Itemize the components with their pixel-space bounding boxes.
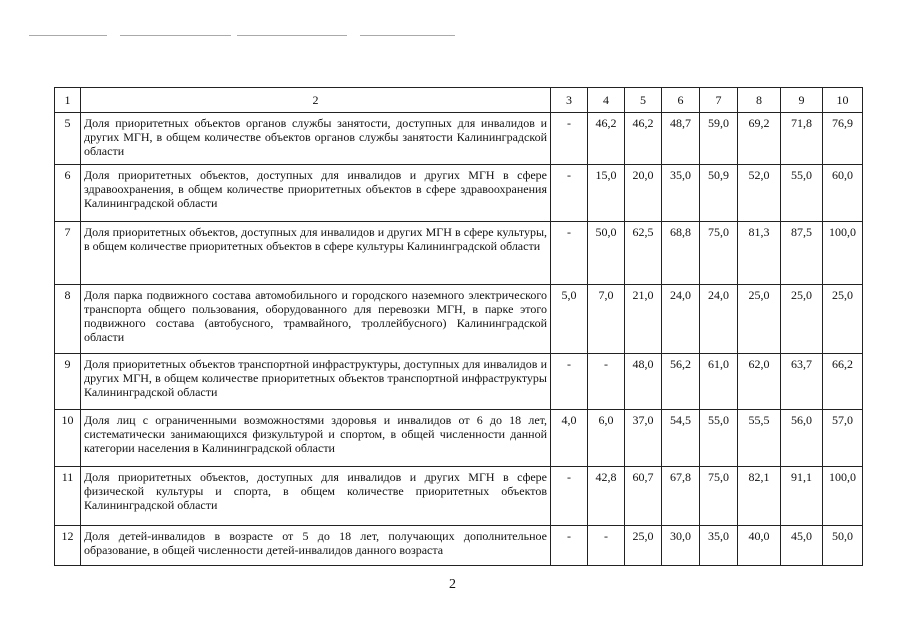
row-value: - (551, 467, 588, 526)
table-row (55, 285, 863, 354)
row-value: 59,0 (700, 113, 738, 165)
row-value: 25,0 (625, 526, 662, 566)
row-value: 63,7 (781, 354, 823, 410)
row-value: 4,0 (551, 410, 588, 467)
indicators-table (54, 87, 863, 566)
table-row (55, 354, 863, 410)
row-value: 81,3 (738, 222, 781, 285)
row-value: 48,7 (662, 113, 700, 165)
header-rule-3 (237, 35, 347, 36)
row-value: 25,0 (781, 285, 823, 354)
row-value: 69,2 (738, 113, 781, 165)
row-value: 37,0 (625, 410, 662, 467)
row-description: Доля приоритетных объектов транспортной инфраструктуры, доступных для инвалидов и других МГН, в общем количестве приоритетных объектов транспортной инфраструктуры Калининградской области (81, 354, 551, 410)
row-value: 76,9 (823, 113, 863, 165)
row-value: 40,0 (738, 526, 781, 566)
row-number: 10 (55, 410, 81, 467)
row-description: Доля приоритетных объектов, доступных для инвалидов и других МГН в сфере здравоохранения, в общем количестве приоритетных объектов в сфере здравоохранения Калининградской области (81, 165, 551, 222)
row-value: 20,0 (625, 165, 662, 222)
row-value: 46,2 (588, 113, 625, 165)
column-header: 2 (81, 88, 551, 113)
row-value: 100,0 (823, 467, 863, 526)
row-value: 45,0 (781, 526, 823, 566)
row-value: 61,0 (700, 354, 738, 410)
table-row (55, 467, 863, 526)
row-number: 9 (55, 354, 81, 410)
row-value: 15,0 (588, 165, 625, 222)
row-value: 30,0 (662, 526, 700, 566)
row-value: 24,0 (662, 285, 700, 354)
row-value: 55,0 (781, 165, 823, 222)
column-header: 1 (55, 88, 81, 113)
column-header: 10 (823, 88, 863, 113)
row-description: Доля приоритетных объектов, доступных для инвалидов и других МГН в сфере физической культуры и спорта, в общем количестве приоритетных объектов Калининградской области (81, 467, 551, 526)
row-value: 56,2 (662, 354, 700, 410)
column-header: 4 (588, 88, 625, 113)
row-value: 62,5 (625, 222, 662, 285)
row-value: - (551, 113, 588, 165)
row-value: 5,0 (551, 285, 588, 354)
row-value: - (551, 222, 588, 285)
column-header: 5 (625, 88, 662, 113)
row-description: Доля лиц с ограниченными возможностями здоровья и инвалидов от 6 до 18 лет, систематически занимающихся физкультурой и спортом, в общей численности данной категории населения в Калининградской области (81, 410, 551, 467)
row-value: 60,7 (625, 467, 662, 526)
row-value: 68,8 (662, 222, 700, 285)
row-value: 35,0 (700, 526, 738, 566)
row-number: 12 (55, 526, 81, 566)
row-value: 55,0 (700, 410, 738, 467)
row-value: 25,0 (738, 285, 781, 354)
row-description: Доля приоритетных объектов, доступных для инвалидов и других МГН в сфере культуры, в общем количестве приоритетных объектов в сфере культуры Калининградской области (81, 222, 551, 285)
row-value: 57,0 (823, 410, 863, 467)
row-value: 50,0 (823, 526, 863, 566)
row-value: 35,0 (662, 165, 700, 222)
header-rule-1 (29, 35, 107, 36)
row-value: 48,0 (625, 354, 662, 410)
table-header-row (55, 88, 863, 113)
row-value: 71,8 (781, 113, 823, 165)
row-value: 56,0 (781, 410, 823, 467)
row-value: 66,2 (823, 354, 863, 410)
row-value: 87,5 (781, 222, 823, 285)
row-value: - (551, 526, 588, 566)
row-value: - (588, 526, 625, 566)
row-description: Доля парка подвижного состава автомобильного и городского наземного электрического транспорта общего пользования, оборудованного для перевозки МГН, в парке этого подвижного состава (автобусного, трамвайного, троллейбусного) Калининградской области (81, 285, 551, 354)
row-value: 60,0 (823, 165, 863, 222)
row-value: 67,8 (662, 467, 700, 526)
row-value: 55,5 (738, 410, 781, 467)
table-row (55, 165, 863, 222)
column-header: 9 (781, 88, 823, 113)
column-header: 8 (738, 88, 781, 113)
row-value: - (551, 165, 588, 222)
row-number: 11 (55, 467, 81, 526)
table-row (55, 113, 863, 165)
row-value: 82,1 (738, 467, 781, 526)
page-number: 2 (449, 577, 456, 592)
header-rule-2 (120, 35, 231, 36)
table-row (55, 410, 863, 467)
header-rule-4 (360, 35, 455, 36)
row-number: 7 (55, 222, 81, 285)
row-value: 50,0 (588, 222, 625, 285)
column-header: 6 (662, 88, 700, 113)
row-description: Доля детей-инвалидов в возрасте от 5 до 18 лет, получающих дополнительное образование, в общей численности детей-инвалидов данного возраста (81, 526, 551, 566)
row-value: 100,0 (823, 222, 863, 285)
row-value: 24,0 (700, 285, 738, 354)
row-number: 8 (55, 285, 81, 354)
column-header: 3 (551, 88, 588, 113)
row-number: 5 (55, 113, 81, 165)
row-value: 21,0 (625, 285, 662, 354)
row-value: 50,9 (700, 165, 738, 222)
row-value: 75,0 (700, 222, 738, 285)
column-header: 7 (700, 88, 738, 113)
table-row (55, 222, 863, 285)
row-description: Доля приоритетных объектов органов службы занятости, доступных для инвалидов и других МГН, в общем количестве объектов органов службы занятости Калининградской области (81, 113, 551, 165)
row-value: - (588, 354, 625, 410)
row-value: 42,8 (588, 467, 625, 526)
row-number: 6 (55, 165, 81, 222)
row-value: 54,5 (662, 410, 700, 467)
row-value: 6,0 (588, 410, 625, 467)
row-value: 25,0 (823, 285, 863, 354)
table-row (55, 526, 863, 566)
row-value: 75,0 (700, 467, 738, 526)
row-value: 62,0 (738, 354, 781, 410)
row-value: 46,2 (625, 113, 662, 165)
row-value: - (551, 354, 588, 410)
row-value: 52,0 (738, 165, 781, 222)
row-value: 7,0 (588, 285, 625, 354)
row-value: 91,1 (781, 467, 823, 526)
